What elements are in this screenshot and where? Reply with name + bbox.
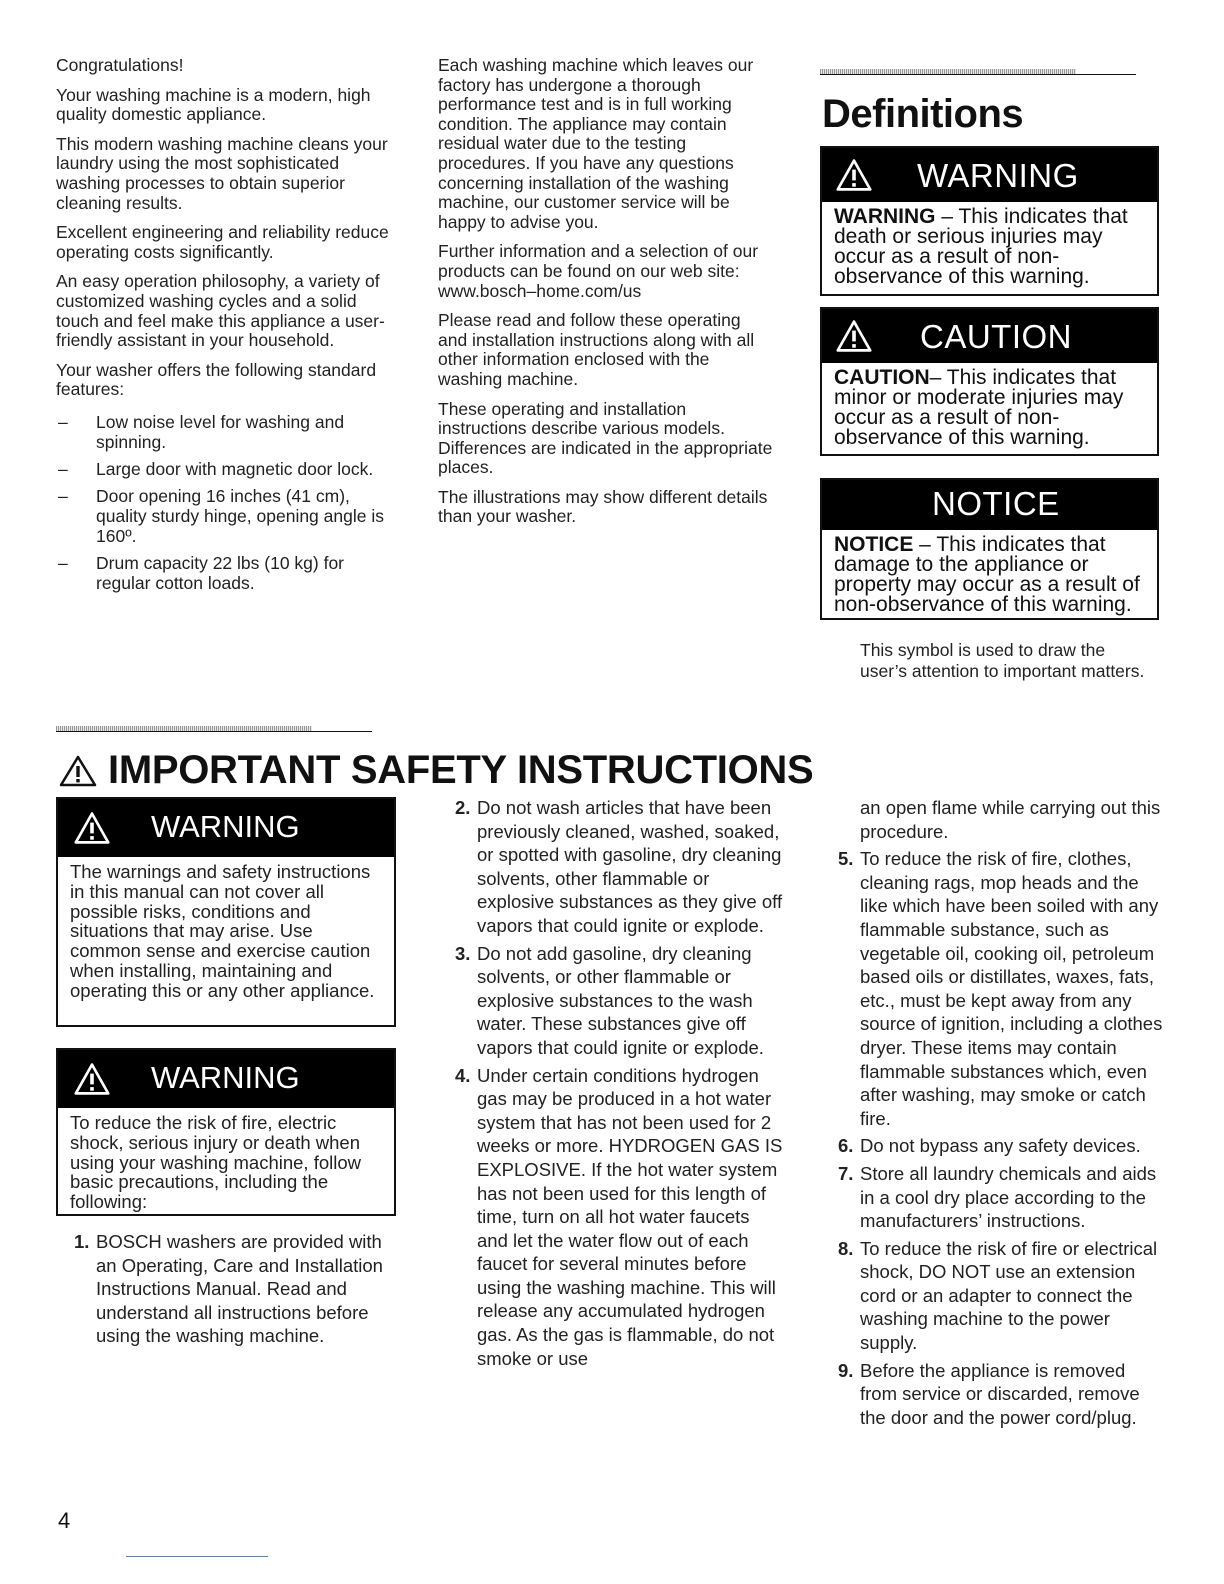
list-item: 9. Before the appliance is removed from service or discarded, remove the door and the power cord/plug. [838, 1359, 1140, 1428]
intro-paragraph: An easy operation philosophy, a variety of customized washing cycles and a solid touch and feel make this appliance a user-friendly assistant in your household. [56, 271, 385, 351]
warning-header [822, 148, 1157, 202]
warning-label: WARNING [151, 809, 300, 844]
warning-header [58, 799, 394, 857]
warning-triangle-icon [74, 1062, 110, 1096]
definition-warning-box [820, 146, 1159, 296]
intro-column-2 [438, 56, 773, 537]
dash-bullet: – [58, 458, 68, 479]
safety-list-col-1 [58, 1230, 403, 1352]
safety-list-col-3 [822, 796, 1167, 1433]
warning-label: WARNING [151, 1060, 300, 1095]
caution-header [822, 309, 1157, 363]
notice-label: NOTICE [932, 485, 1060, 522]
dash-bullet: – [58, 552, 68, 573]
safety-title: IMPORTANT SAFETY INSTRUCTIONS [58, 748, 813, 793]
features-list [56, 412, 401, 593]
intro-paragraph: Please read and follow these operating and installation instructions along with all other information enclosed with the washing machine. [438, 310, 755, 389]
list-item: – Low noise level for washing and spinning. [58, 411, 345, 452]
warning-header [58, 1050, 394, 1108]
notice-definition-text: NOTICE – This indicates that damage to the appliance or property may occur as a result of non-observance of this warning. [834, 533, 1140, 616]
list-item: 7. Store all laundry chemicals and aids in a cool dry place according to the manufacturers’ instructions. [838, 1162, 1157, 1232]
intro-paragraph: Your washing machine is a modern, high quality domestic appliance. [56, 84, 371, 125]
definition-notice-box [820, 478, 1159, 620]
notice-header [822, 480, 1157, 530]
warning-triangle-icon [58, 754, 98, 788]
list-item: 8. To reduce the risk of fire or electrical shock, DO NOT use an extension cord or an adapter to connect the washing machine to the power supply. [838, 1237, 1158, 1354]
intro-paragraph: These operating and installation instructions describe various models. Differences are indicated in the appropriate places. [438, 398, 773, 478]
definitions-title: Definitions [822, 92, 1024, 136]
intro-column-1 [56, 56, 401, 600]
intro-paragraph: This modern washing machine cleans your laundry using the most sophisticated washing processes to obtain superior cleaning results. [56, 133, 388, 213]
dash-bullet: – [58, 485, 68, 506]
warning-text: The warnings and safety instructions in this manual can not cover all possible risks, conditions and situations that may arise. Use common sense and exercise caution when installing, maintaining and operating this or any other appliance. [70, 861, 375, 1001]
list-item: 3. Do not add gasoline, dry cleaning solvents, or other flammable or explosive substances to the wash water. These substances give off vapors that could ignite or explode. [455, 942, 764, 1058]
footer-rule [126, 1556, 268, 1557]
intro-paragraph: Your washer offers the following standard features: [56, 359, 377, 400]
list-item: 2. Do not wash articles that have been previously cleaned, washed, soaked, or spotted with gasoline, dry cleaning solvents, other flammable or explosive substances as they give off vapors that could ignite or explode. [455, 797, 783, 936]
safety-list-col-2 [439, 796, 784, 1374]
dash-bullet: – [58, 411, 68, 432]
list-item: 1. BOSCH washers are provided with an Operating, Care and Installation Instructions Manual. Read and understand all instructions before using the washing machine. [74, 1231, 383, 1347]
intro-paragraph: The illustrations may show different details than your washer. [438, 486, 768, 527]
intro-paragraph: Congratulations! [56, 55, 184, 75]
intro-paragraph: Further information and a selection of our products can be found on our web site: www.bosch–home.com/us [438, 241, 759, 301]
safety-warning-box-2 [56, 1048, 396, 1216]
warning-definition-text: WARNING – This indicates that death or serious injuries may occur as a result of non-observance of this warning. [834, 205, 1128, 288]
list-item: – Large door with magnetic door lock. [58, 458, 374, 479]
warning-triangle-icon [836, 158, 872, 192]
list-item: – Drum capacity 22 lbs (10 kg) for regular cotton loads. [58, 552, 345, 593]
list-item: 4. Under certain conditions hydrogen gas may be produced in a hot water system that has not been used for 2 weeks or more. HYDROGEN GAS IS EXPLOSIVE. If the hot water system has not been used for this length of time, turn on all hot water faucets and let the water flow out of each faucet for several minutes before using the washing machine. This will release any accumulated hydrogen gas. As the gas is flammable, do not smoke or use [455, 1064, 783, 1369]
list-item: an open flame while carrying out this procedure. [860, 797, 1161, 842]
page-number: 4 [58, 1508, 71, 1533]
section-rule [820, 69, 1136, 75]
warning-triangle-icon [836, 319, 872, 353]
list-item: – Door opening 16 inches (41 cm), quality sturdy hinge, opening angle is 160º. [58, 485, 384, 546]
warning-text: To reduce the risk of fire, electric shock, serious injury or death when using your washing machine, follow basic precautions, including the following: [70, 1112, 362, 1213]
definition-caution-box [820, 307, 1159, 456]
intro-paragraph: Each washing machine which leaves our factory has undergone a thorough performance test and is in full working condition. The appliance may contain residual water due to the testing procedures. If you have any questions concerning installation of the washing machine, our customer service will be happy to advise you. [438, 55, 754, 232]
caution-label: CAUTION [920, 318, 1072, 355]
symbol-note: This symbol is used to draw the user’s attention to important matters. [860, 640, 1145, 681]
caution-definition-text: CAUTION– This indicates that minor or moderate injuries may occur as a result of non-observance of this warning. [834, 366, 1124, 449]
section-rule [56, 726, 372, 732]
list-item: 6. Do not bypass any safety devices. [838, 1135, 1141, 1157]
warning-label: WARNING [917, 157, 1079, 194]
intro-paragraph: Excellent engineering and reliability reduce operating costs significantly. [56, 222, 389, 262]
list-item: 5. To reduce the risk of fire, clothes, cleaning rags, mop heads and the like which have been soiled with any flammable substance, such as vegetable oil, cooking oil, petroleum based oils or distillates, waxes, fats, etc., must be kept away from any source of ignition, including a clothes dryer. These items may contain flammable substances which, even after washing, may smoke or catch fire. [838, 848, 1163, 1129]
warning-triangle-icon [74, 811, 110, 845]
safety-warning-box-1 [56, 797, 396, 1027]
